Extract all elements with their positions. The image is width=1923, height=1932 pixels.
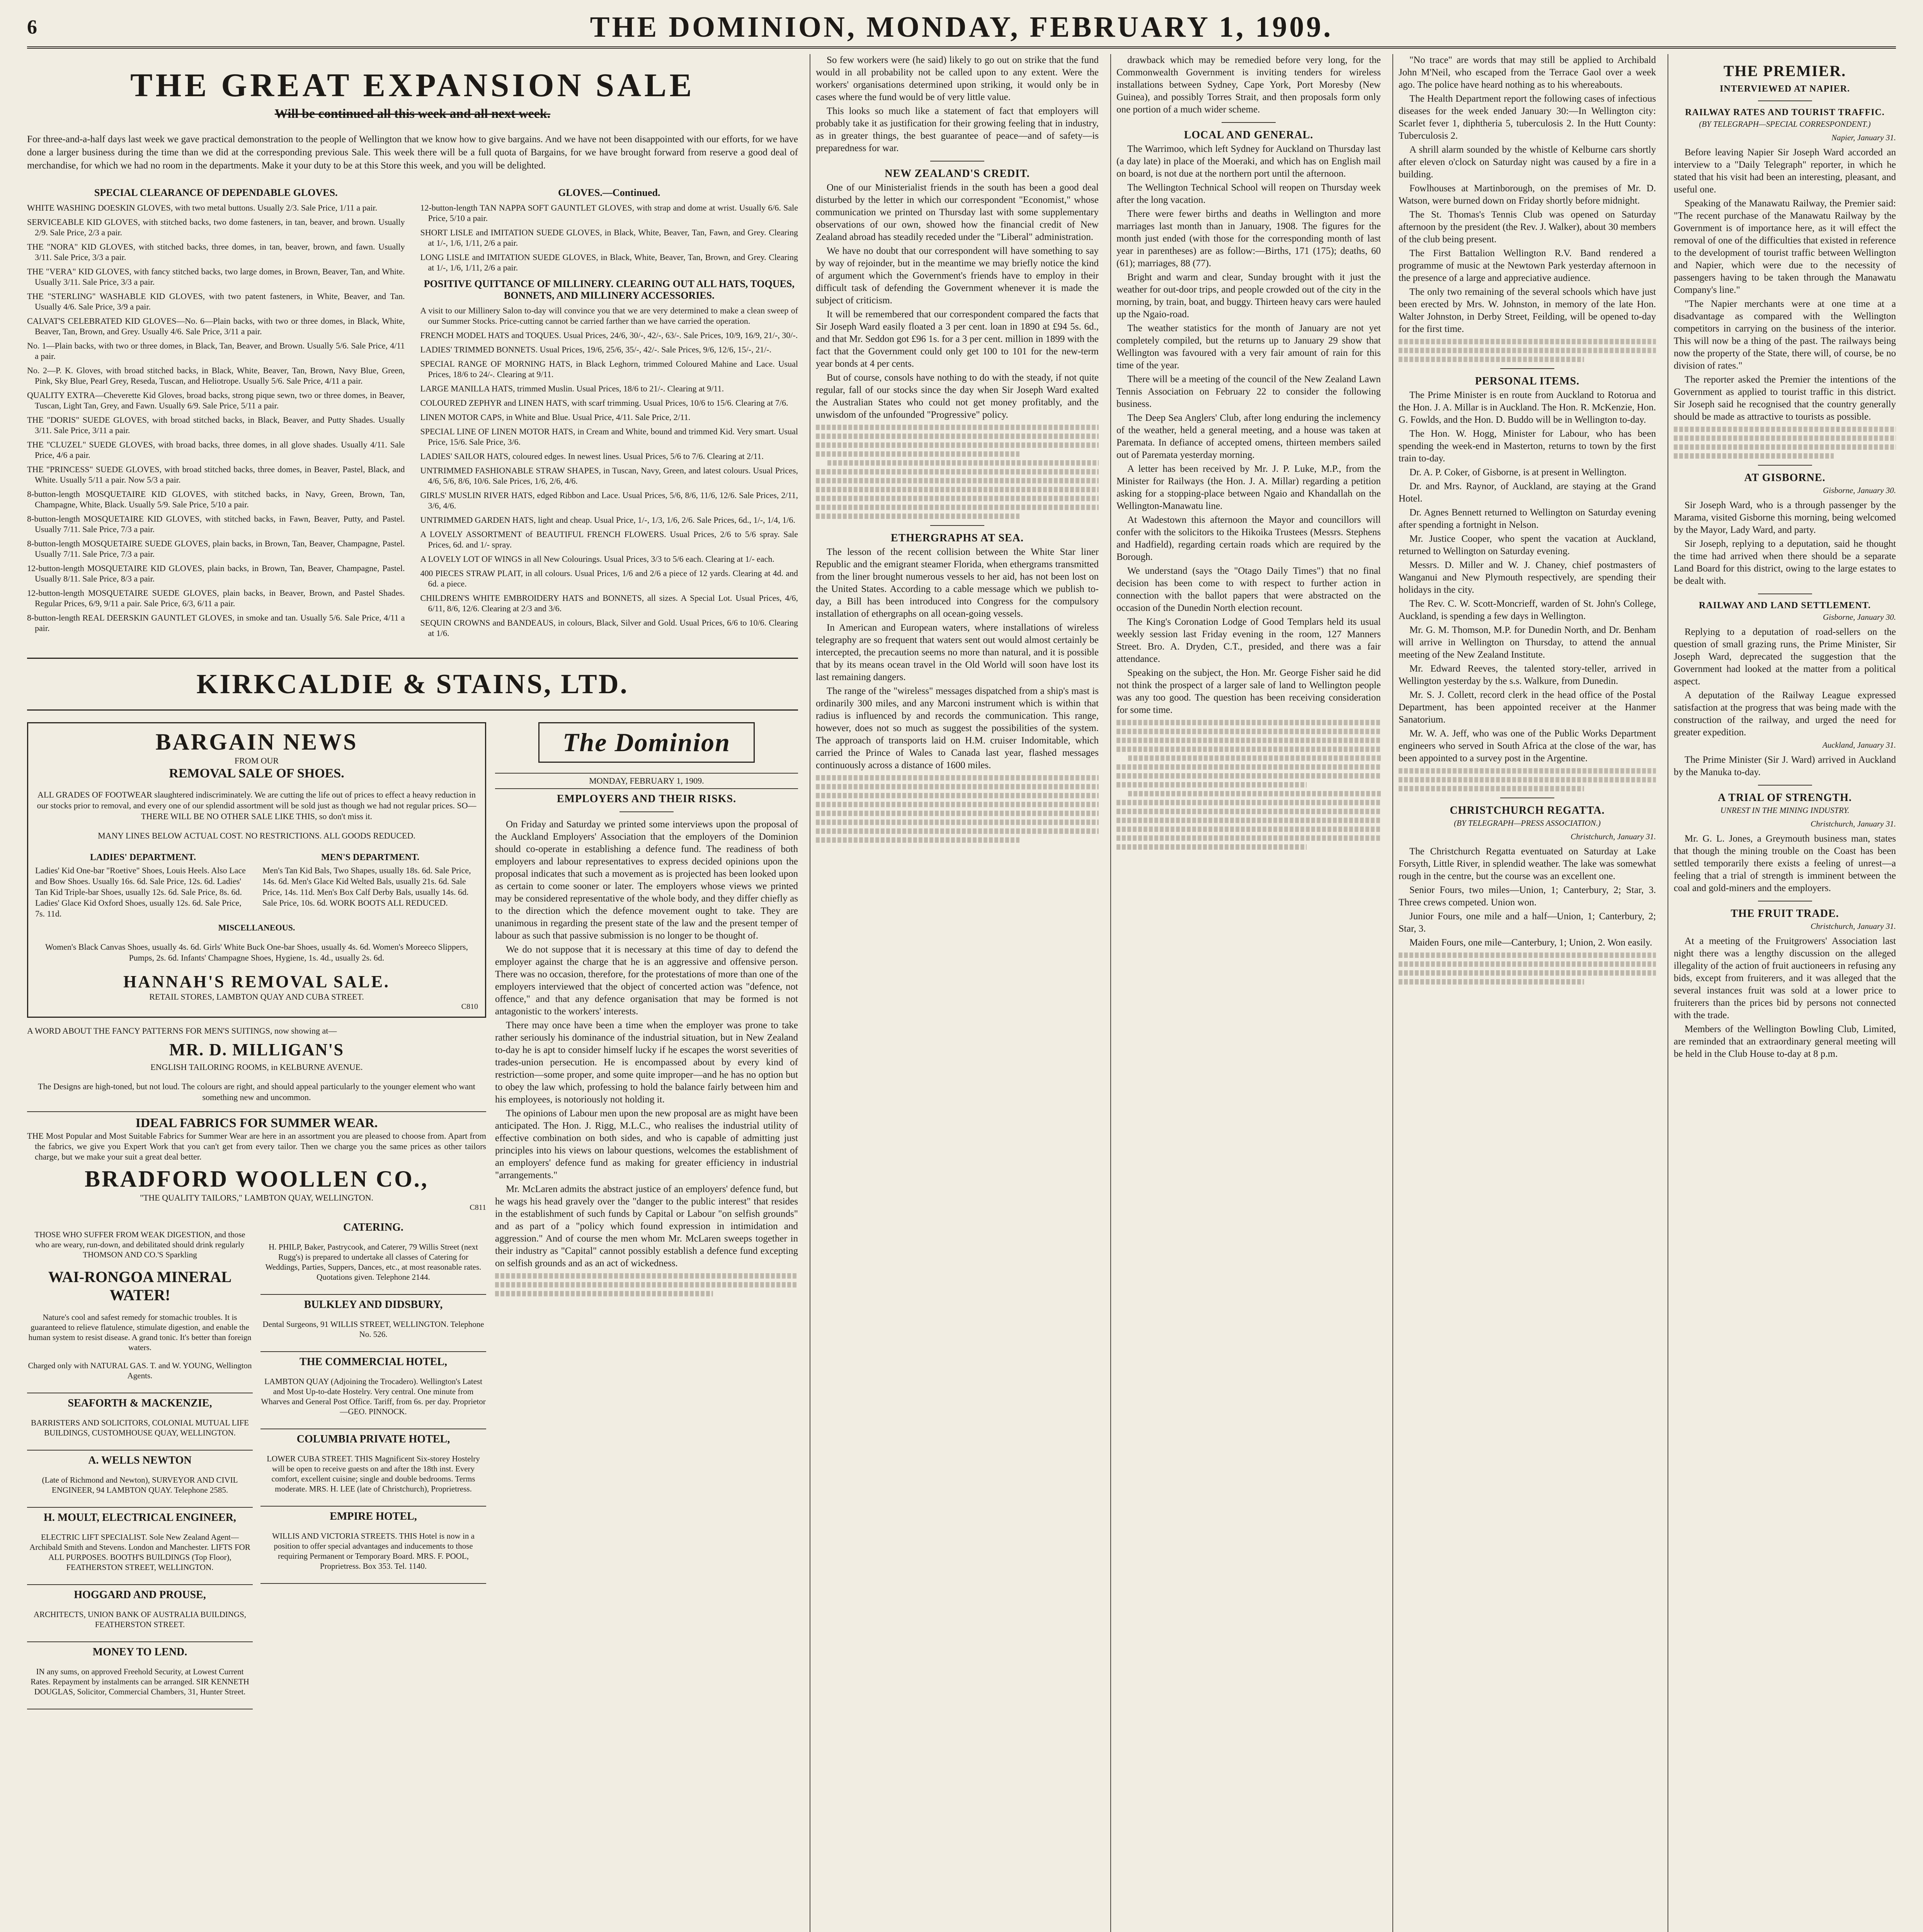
- fruit-place: Christchurch, January 31.: [1811, 922, 1896, 931]
- waiorongoa-agent: Charged only with NATURAL GAS. T. and W. YOUNG, Wellington Agents.: [28, 1361, 252, 1380]
- professional-ad: [27, 1642, 253, 1709]
- gloves-continued-heading: GLOVES.—Continued.: [558, 187, 660, 198]
- news-item: The St. Thomas's Tennis Club was opened on Saturday afternoon by the president (the Rev. J. Walker), about 30 members of the club being present.: [1399, 209, 1656, 245]
- local-title: LOCAL AND GENERAL.: [1184, 129, 1314, 141]
- news-item: A shrill alarm sounded by the whistle of Kelburne cars shortly after eleven o'clock on Saturday night was caused by a fire in a building.: [1399, 145, 1656, 180]
- credit-paragraph: One of our Ministerialist friends in the south has been a good deal disturbed by the letter in which our correspondent "Economist," whose communication we printed on Thursday last with some supplementary observations of our own, showed how the financial credit of New Zealand abroad has steadily receded under the "Liberal" administration.: [816, 182, 1099, 242]
- page-number: 6: [27, 16, 37, 38]
- ethergraphs-body: [816, 546, 1099, 772]
- personal-item: Mr. W. A. Jeff, who was one of the Public Works Department engineers who served in South Africa at the close of the war, has been appointed to a survey post in the Argentine.: [1399, 728, 1656, 764]
- column-premier: [1668, 54, 1896, 1932]
- millinery-item: CHILDREN'S WHITE EMBROIDERY HATS and BONNETS, all sizes. A Special Lot. Usual Prices, 4/6, 6/11, 8/6, 12/6. Clearing at 2/3 and 3/6.: [420, 593, 798, 613]
- millinery-item: UNTRIMMED FASHIONABLE STRAW SHAPES, in Tuscan, Navy, Green, and latest colours. Usual Prices, 4/6, 5/6, 8/6, 10/6. Sale Prices, 1/6, 2/6, 4/6.: [420, 466, 798, 486]
- mens-heading: MEN'S DEPARTMENT.: [321, 852, 420, 862]
- misc-heading: MISCELLANEOUS.: [218, 923, 295, 932]
- gloves-column: [27, 182, 405, 642]
- professional-ad: [27, 1585, 253, 1642]
- professional-ad-text: IN any sums, on approved Freehold Security, at Lowest Current Rates. Repayment by instalments can be arranged. SIR KENNETH DOUGLAS, Solicitor, Commercial Chambers, 31, Hunter Street.: [31, 1667, 249, 1696]
- hotel-ad-text: WILLIS AND VICTORIA STREETS. THIS Hotel is now in a position to offer special advantages and inducements to those requiring Permanent or Temporary Board. MRS. F. POOL, Proprietress. Box 353. Tel. 1140.: [272, 1531, 475, 1571]
- gisborne-paragraph: Sir Joseph Ward, who is a through passenger by the Marama, visited Gisborne this morning, being welcomed by the Mayor, Lady Ward, and party.: [1674, 500, 1896, 535]
- millinery-column: [420, 182, 798, 642]
- milligan-sub: ENGLISH TAILORING ROOMS, in KELBURNE AVENUE.: [150, 1062, 363, 1072]
- ladies-dept: [35, 850, 251, 919]
- ladies-heading: LADIES' DEPARTMENT.: [90, 852, 196, 862]
- millinery-intro: A visit to our Millinery Salon to-day will convince you that we are very determined to make a clean sweep of our Summer Stocks. Price-cutting cannot be carried farther than we have carried the operation.: [420, 306, 798, 326]
- local-item: Speaking on the subject, the Hon. Mr. George Fisher said he did not think the prospect of a larger sale of land to Wellington people was any too good. The question has been receiving consideration for some time.: [1116, 668, 1381, 715]
- mens-text: Men's Tan Kid Bals, Two Shapes, usually 18s. 6d. Sale Price, 14s. 6d. Men's Glace Kid Welted Bals, usually 21s. 6d. Sale Price, 14s. 11d. Men's Box Calf Derby Bals, usually 14s. 6d. Sale Price, 10s. 6d. WORK BOOTS ALL REDUCED.: [262, 866, 471, 908]
- strength-place: Christchurch, January 31.: [1811, 819, 1896, 828]
- local-item: The Deep Sea Anglers' Club, after long enduring the inclemency of the weather, held a general meeting, and a house was taken at Paremata. In defiance of accepted omens, thirteen members sailed out of Paremata yesterday morning.: [1116, 413, 1381, 460]
- sale-item: WHITE WASHING DOESKIN GLOVES, with two metal buttons. Usually 2/3. Sale Price, 1/11 a pair.: [27, 203, 378, 213]
- regatta-item: Senior Fours, two miles—Union, 1; Canterbury, 2; Star, 3. Three crews competed. Union won.: [1399, 885, 1656, 908]
- bargain-headline: REMOVAL SALE OF SHOES.: [169, 766, 344, 781]
- milligan-name: MR. D. MILLIGAN'S: [169, 1040, 344, 1059]
- hotel-ad-name: CATERING.: [343, 1221, 403, 1233]
- rail-title: RAILWAY AND LAND SETTLEMENT.: [1699, 600, 1871, 611]
- hotel-ad: [260, 1295, 486, 1352]
- strength-sub: UNREST IN THE MINING INDUSTRY.: [1720, 806, 1850, 815]
- bradford-blurb: THE Most Popular and Most Suitable Fabrics for Summer Wear are here in an assortment you are pleased to choose from. Apart from the fabrics, we give you Expert Work that you can't get from every tailor. Then we charge you the same prices as other tailors charge, but we make your suit a great deal better.: [27, 1131, 486, 1162]
- sale-title: THE GREAT EXPANSION SALE: [130, 66, 695, 104]
- professional-ad-text: (Late of Richmond and Newton), SURVEYOR AND CIVIL ENGINEER, 94 LAMBTON QUAY. Telephone 2585.: [42, 1475, 238, 1495]
- regatta-title: CHRISTCHURCH REGATTA.: [1450, 804, 1605, 816]
- personal-item: Mr. S. J. Collett, record clerk in the head office of the Postal Department, has been appointed receiver at the Hanmer Sanatorium.: [1399, 690, 1656, 725]
- local-item: There were fewer births and deaths in Wellington and more marriages last month than in January, 1908. The figures for the month just ended (with those for the corresponding month of last year in parentheses) are as follow:—Births, 171 (175); deaths, 60 (61); marriages, 88 (77).: [1116, 209, 1381, 269]
- gisborne-body: [1674, 499, 1896, 587]
- local-item: The Warrimoo, which left Sydney for Auckland on Thursday last (a day late) in place of the Moeraki, and which has on English mail on board, is not due at the northern port until the afternoon.: [1116, 144, 1381, 179]
- sale-item: THE "PRINCESS" SUEDE GLOVES, with broad stitched backs, three domes, in Beaver, Pastel, Black, and White. Usually 5/11 a pair. Now 5/3 a pair.: [27, 464, 405, 485]
- bargain-blurb: ALL GRADES OF FOOTWEAR slaughtered indiscriminately. We are cutting the life out of prices to effect a heavy reduction in our stocks prior to removal, and every one of our splendid assortment will be sold just as though we had not regular prices. SO—THERE WILL BE NO OTHER SALE LIKE THIS, so don't miss it.: [37, 790, 476, 821]
- mens-dept: [262, 850, 478, 919]
- ethergraphs-paragraph: In American and European waters, where installations of wireless telegraphy are so frequent that waters sent out would almost certainly be intercepted, the precaution seems no more than natural, and it is possible that by its means ocean travel in the Old World will soon have lost its last remaining dangers.: [816, 622, 1099, 682]
- millinery-list: [420, 330, 798, 638]
- sale-item: THE "NORA" KID GLOVES, with stitched backs, three domes, in tan, beaver, brown, and fawn. Usually 3/11. Sale Price, 3/3 a pair.: [27, 242, 405, 262]
- personal-item: Dr. A. P. Coker, of Gisborne, is at present in Wellington.: [1409, 467, 1627, 478]
- millinery-item: SEQUIN CROWNS and BANDEAUS, in colours, Black, Silver and Gold. Usual Prices, 6/6 to 10/6. Clearing at 1/6.: [420, 618, 798, 638]
- hotel-ad-name: EMPIRE HOTEL,: [330, 1510, 417, 1522]
- bradford-name: BRADFORD WOOLLEN CO.,: [85, 1166, 429, 1192]
- hannah-address: RETAIL STORES, LAMBTON QUAY AND CUBA STREET.: [149, 992, 364, 1002]
- credit-body: [816, 182, 1099, 421]
- regatta-place: Christchurch, January 31.: [1571, 832, 1656, 841]
- personal-item: Mr. Justice Cooper, who spent the vacation at Auckland, returned to Wellington on Saturday evening.: [1399, 534, 1656, 556]
- hotel-ad-text: H. PHILP, Baker, Pastrycook, and Caterer, 79 Willis Street (next Rugg's) is prepared to undertake all classes of Catering for Weddings, Parties, Suppers, Dances, etc., at most reasonable rates. Quotations given. Telephone 2144.: [265, 1242, 482, 1282]
- editorial-paragraph: Mr. McLaren admits the abstract justice of an employers' defence fund, but he wags his head gravely over the "danger to the public interest" that resides in the establishment of such funds by Capital or Labour "on selfish grounds" and as part of a "policy which found expression in intimidation and aggression." And of course the men whom Mr. McLaren sweeps together in their industry as "Capital" cannot possibly establish a defence fund excepting on selfish grounds and as an act of wickedness.: [495, 1184, 798, 1269]
- rail-body: [1674, 626, 1896, 739]
- regatta-body: [1399, 845, 1656, 949]
- premier-paragraph: Before leaving Napier Sir Joseph Ward accorded an interview to a "Daily Telegraph" reporter, in which he stated that his visit had been an interesting, pleasant, and useful one.: [1674, 147, 1896, 195]
- personal-item: Dr. Agnes Bennett returned to Wellington on Saturday evening after spending a fortnight in Nelson.: [1399, 507, 1656, 530]
- gloves-list: [27, 202, 405, 633]
- hotel-ad: [260, 1507, 486, 1584]
- waiorongoa-name: WAI-RONGOA MINERAL WATER!: [48, 1268, 232, 1304]
- credit-paragraph: We have no doubt that our correspondent will have something to say by way of rejoinder, but in the meantime we may briefly notice the kind of argument which the Government's friends have to employ in their difficult task of defending the Government whenever it is made the subject of criticism.: [816, 246, 1099, 306]
- sale-item: 8-button-length MOSQUETAIRE SUEDE GLOVES, plain backs, in Brown, Tan, Beaver, Champagne, Pastel. Usually 7/11. Sale Price, 7/3 a pair.: [27, 539, 405, 559]
- news-item: The First Battalion Wellington R.V. Band rendered a programme of music at the Newtown Park yesterday afternoon in the presence of a large and appreciative audience.: [1399, 248, 1656, 283]
- millinery-item: FRENCH MODEL HATS and TOQUES. Usual Prices, 24/6, 30/-, 42/-, 63/-. Sale Prices, 10/9, 16/9, 21/-, 30/-.: [420, 330, 798, 340]
- professional-ad: [27, 1393, 253, 1451]
- sale-item: THE "VERA" KID GLOVES, with fancy stitched backs, two large domes, in Brown, Beaver, Tan, and White. Usually 3/11. Sale Price, 3/3 a pair.: [27, 267, 405, 287]
- sale-intro: For three-and-a-half days last week we gave practical demonstration to the people of Wellington that we know how to give bargains. And we have not been disappointed with our efforts, for we have done a larger business during the time than we did at the corresponding previous Sale. This week there will be a full quota of Bargains, for we have brought forward from reserve a good deal of merchandise, for which we had no room in the departments. Make it your duty to be at this Store this week, and you will be delighted.: [27, 134, 798, 171]
- gloves-continued-list: [420, 202, 798, 273]
- personal-item: Mr. Edward Reeves, the talented story-teller, arrived in Wellington yesterday by the s.s. Walkure, from Dunedin.: [1399, 663, 1656, 686]
- credit-paragraph: But of course, consols have nothing to do with the steady, if not quite regular, fall of our stocks since the day when Sir Joseph Ward exalted the Australian States who could not get money profitably, and the unwisdom of the unfounded "Progressive" policy.: [816, 372, 1099, 420]
- premier-paragraph: Speaking of the Manawatu Railway, the Premier said: "The recent purchase of the Manawatu Railway by the Government is of importance here, as it will effect the removal of one of the difficulties that existed in reference to the development of tourist traffic between Wellington and Napier, which were due to the necessity of passengers having to be taken through the Manawatu Company's line.": [1674, 198, 1896, 295]
- newspaper-title: THE DOMINION, MONDAY, FEBRUARY 1, 1909.: [590, 10, 1333, 43]
- millinery-item: SPECIAL RANGE OF MORNING HATS, in Black Leghorn, trimmed Coloured Mahine and Lace. Usual Prices, 18/6 to 24/-. Clearing at 9/11.: [420, 359, 798, 379]
- bradford-heading: IDEAL FABRICS FOR SUMMER WEAR.: [27, 1111, 486, 1131]
- masthead: [27, 8, 1896, 49]
- column-personal: [1392, 54, 1656, 1932]
- personal-item: The Prime Minister is en route from Auckland to Rotorua and the Hon. J. A. Millar is in Auckland. The Hon. R. McKenzie, Hon. G. Fowlds, and the Hon. D. Buddo will be in Wellington to-day.: [1399, 390, 1656, 425]
- ad-code: C810: [461, 1002, 478, 1011]
- column-credit: [810, 54, 1099, 1932]
- hotel-ad-name: COLUMBIA PRIVATE HOTEL,: [296, 1433, 450, 1445]
- rail-paragraph: A deputation of the Railway League expressed satisfaction at the progress that was being made with the construction of the railway, and urged the need for greater expedition.: [1674, 690, 1896, 738]
- millinery-item: SPECIAL LINE OF LINEN MOTOR HATS, in Cream and White, bound and trimmed Kid. Very smart. Usual Price, 15/6. Sale Price, 3/6.: [420, 427, 798, 447]
- col5-lead: "No trace" are words that may still be applied to Archibald John M'Neil, who escaped from the Terrace Gaol over a week ago. The police have heard nothing as to his whereabouts.: [1399, 55, 1656, 90]
- hotel-ad-name: THE COMMERCIAL HOTEL,: [300, 1356, 447, 1368]
- premier-body: [1674, 146, 1896, 423]
- millinery-heading: POSITIVE QUITTANCE OF MILLINERY. CLEARING OUT ALL HATS, TOQUES, BONNETS, AND MILLINERY ACCESSORIES.: [424, 278, 795, 301]
- personal-title: PERSONAL ITEMS.: [1475, 375, 1580, 387]
- lower-ads: [27, 722, 486, 1709]
- professional-ad-name: MONEY TO LEND.: [92, 1646, 187, 1658]
- local-item: The Wellington Technical School will reopen on Thursday week after the long vacation.: [1116, 182, 1381, 205]
- premier-by: (BY TELEGRAPH—SPECIAL CORRESPONDENT.): [1699, 119, 1871, 129]
- credit-title: NEW ZEALAND'S CREDIT.: [885, 168, 1030, 180]
- auckland-place: Auckland, January 31.: [1822, 740, 1896, 750]
- gisborne-place: Gisborne, January 30.: [1823, 486, 1896, 495]
- bradford-code: C811: [470, 1203, 486, 1212]
- news-item: The only two remaining of the several schools which have just been erected by Mrs. W. Johnston, in memory of the late Hon. Walter Johnston, in Derby Street, Feilding, will be opened to-day for the first time.: [1399, 287, 1656, 334]
- waiorongoa-blurb: Nature's cool and safest remedy for stomachic troubles. It is guaranteed to relieve flatulence, stimulate digestion, and enable the human system to resist disease. A grand tonic. It's better than foreign waters.: [28, 1313, 252, 1352]
- fruit-paragraph: At a meeting of the Fruitgrowers' Association last night there was a lengthy discussion on the alleged illegality of the action of fruit auctioneers in refusing any bids, except from fruiterers, and it was alleged that the several instances fruit was sold at a lower price to fruiterers than the prices bid by persons not connected with the trade.: [1674, 936, 1896, 1020]
- hotel-ad: [260, 1352, 486, 1429]
- credit-paragraph: It will be remembered that our correspondent compared the facts that Sir Joseph Ward easily floated a 3 per cent. loan in 1890 at £94 5s. 6d., and that Mr. Seddon got £96 1s. for a 3 per cent. million in 1899 with the fact that the Government could only get 100 to 101 for the new-term year bonds at 4 per cents.: [816, 309, 1099, 369]
- sale-item: LONG LISLE and IMITATION SUEDE GLOVES, in Black, White, Beaver, Tan, Brown, and Grey. Clearing at 1/-, 1/6, 1/11, 2/6 a pair.: [420, 252, 798, 272]
- column-local: [1110, 54, 1381, 1932]
- editorial-paragraph: There may once have been a time when the employer was prone to take rather seriously his dominance of the industrial situation, but in New Zealand to-day he is apt to consider himself lucky if he escapes the worst severities of trades-union persecution. He is encompassed about by every kind of restriction—some proper, and some quite improper—and he has no option but to obey the law which, professing to hold the balance fairly between him and his employees, is notoriously not holding it.: [495, 1020, 798, 1105]
- personal-item: Dr. and Mrs. Raynor, of Auckland, are staying at the Grand Hotel.: [1399, 481, 1656, 504]
- firm-name: KIRKCALDIE & STAINS, LTD.: [27, 658, 798, 711]
- professional-ad-text: ARCHITECTS, UNION BANK OF AUSTRALIA BUILDINGS, FEATHERSTON STREET.: [33, 1610, 247, 1629]
- editorial-paragraph: We do not suppose that it is necessary at this time of day to defend the employer against the charge that he is an aggressive and offensive person. There was no occasion, therefore, for the protestations of more than one of the employers interviewed that the object of concerted action was "defence, not offence," and that any defence organisation that may be formed is not antagonistic to the workers' interests.: [495, 944, 798, 1017]
- professional-ad-name: HOGGARD AND PROUSE,: [74, 1589, 206, 1601]
- millinery-item: UNTRIMMED GARDEN HATS, light and cheap. Usual Price, 1/-, 1/3, 1/6, 2/6. Sale Prices, 6d., 1/-, 1/4, 1/6.: [420, 515, 795, 525]
- local-item: We understand (says the "Otago Daily Times") that no final decision has been come to with respect to further action in connection with the ballot papers that were abstracted on the occasion of the Dunedin North election recount.: [1116, 566, 1381, 613]
- hotel-ad-text: LAMBTON QUAY (Adjoining the Trocadero). Wellington's Latest and Most Up-to-date Hostelry. Very central. One minute from Wharves and General Post Office. Tariff, from 6s. per day. Proprietor—GEO. PINNOCK.: [261, 1377, 486, 1416]
- millinery-item: GIRLS' MUSLIN RIVER HATS, edged Ribbon and Lace. Usual Prices, 5/6, 8/6, 11/6, 12/6. Sale Prices, 2/11, 3/6, 4/6.: [420, 490, 798, 510]
- professional-ad-text: ELECTRIC LIFT SPECIALIST. Sole New Zealand Agent—Archibald Smith and Stevens. London and Manchester. LIFTS FOR ALL PURPOSES. BOOTH'S BUILDINGS (Top Floor), FEATHERSTON STREET, WELLINGTON.: [29, 1532, 250, 1572]
- gisborne-title: AT GISBORNE.: [1744, 472, 1826, 484]
- bargain-news-ad: [27, 722, 486, 1018]
- regatta-item: Maiden Fours, one mile—Canterbury, 1; Union, 2. Won easily.: [1409, 937, 1652, 948]
- sale-subtitle: Will be continued all this week and all next week.: [274, 107, 551, 121]
- premier-sub: INTERVIEWED AT NAPIER.: [1720, 84, 1850, 94]
- sale-item: 12-button-length TAN NAPPA SOFT GAUNTLET GLOVES, with strap and dome at wrist. Usually 6/6. Sale Price, 5/10 a pair.: [420, 203, 798, 223]
- professional-ad: [27, 1451, 253, 1508]
- millinery-item: LINEN MOTOR CAPS, in White and Blue. Usual Price, 4/11. Sale Price, 2/11.: [420, 412, 691, 422]
- professional-ad-name: SEAFORTH & MACKENZIE,: [68, 1397, 212, 1409]
- bradford-sub: "THE QUALITY TAILORS," LAMBTON QUAY, WELLINGTON.: [140, 1193, 374, 1202]
- hotel-ad-name: BULKLEY AND DIDSBURY,: [304, 1299, 443, 1311]
- millinery-item: LADIES' SAILOR HATS, coloured edges. In newest lines. Usual Prices, 5/6 to 7/6. Clearing at 2/11.: [420, 451, 764, 461]
- ethergraphs-title: ETHERGRAPHS AT SEA.: [891, 532, 1024, 544]
- misc-text: Women's Black Canvas Shoes, usually 4s. 6d. Girls' White Buck One-bar Shoes, usually 4s. 6d. Women's Moreeco Slippers, Pumps, 2s. 6d. Infants' Champagne Shoes, Hygiene, 1s. 4d., usually 2s. 6d.: [45, 942, 468, 963]
- personal-item: Mr. G. M. Thomson, M.P. for Dunedin North, and Dr. Benham will arrive in Wellington on Thursday, to attend the annual meeting of the New Zealand Institute.: [1399, 625, 1656, 660]
- editorial-paragraph: On Friday and Saturday we printed some interviews upon the proposal of the Auckland Employers' Association that the employers of the Dominion should co-operate in establishing a defence fund. The readiness of both employers and labour representatives to express decided opinions upon the proposal indicates that such a movement as is projected has been looked upon as certain to come sooner or later. The employers whose views we printed may be considered representative of the whole body, and they differ chiefly as to the direction which the defence movement ought to take. They are unanimous in regarding the present state of the law and the present temper of labour as such that passive submission is no longer to be thought of.: [495, 819, 798, 941]
- editorial-column: [495, 722, 798, 1709]
- strength-text: Mr. G. L. Jones, a Greymouth business man, states that though the mining trouble on the Coast has been settled temporarily there exists a feeling of unrest—a feeling that a trial of strength is imminent between the coal and gold-miners and the employers.: [1674, 833, 1896, 893]
- millinery-item: A LOVELY ASSORTMENT of BEAUTIFUL FRENCH FLOWERS. Usual Prices, 2/6 to 5/6 spray. Sale Prices, 6d. and 1/- spray.: [420, 529, 798, 549]
- regatta-item: Junior Fours, one mile and a half—Union, 1; Canterbury, 2; Star, 3.: [1399, 911, 1656, 934]
- sale-item: 8-button-length MOSQUETAIRE KID GLOVES, with stitched backs, in Fawn, Beaver, Putty, and Pastel. Usually 7/11. Sale Price, 7/3 a pair.: [27, 514, 405, 534]
- fruit-title: THE FRUIT TRADE.: [1731, 908, 1839, 920]
- sale-item: 8-button-length MOSQUETAIRE KID GLOVES, with stitched backs, in Navy, Green, Brown, Tan, Champagne, White, Black. Usually 5/9. Sale Price, 5/10 a pair.: [27, 489, 405, 509]
- sale-item: 12-button-length MOSQUETAIRE SUEDE GLOVES, plain backs, in Beaver, Brown, and Pastel Shades. Regular Prices, 6/9, 9/11 a pair. Sale Price, 6/3, 6/11 a pair.: [27, 588, 405, 608]
- local-item: The weather statistics for the month of January are not yet completely compiled, but the returns up to January 29 show that Wellington was favoured with a very fair amount of rain for this time of the year.: [1116, 323, 1381, 371]
- news-item: Fowlhouses at Martinborough, on the premises of Mr. D. Watson, were burned down on Friday shortly before midnight.: [1399, 183, 1656, 206]
- premier-paragraph: "The Napier merchants were at one time at a disadvantage as compared with the Wellington competitors in carrying on the business of the interior. This will now be a thing of the past. The railways being now the property of the State, there will, of course, be no division of rates.": [1674, 299, 1896, 371]
- editorial-paragraph: The opinions of Labour men upon the new proposal are as might have been anticipated. The Hon. J. Rigg, M.L.C., who realises the industrial utility of effective combination on both sides, and who is capable of admitting just principles into his views on labour questions, welcomes the establishment of an employers' defence fund as making for greater efficiency in industrial "arrangements.": [495, 1108, 798, 1180]
- personal-body: [1399, 389, 1656, 765]
- hannah-name: HANNAH'S REMOVAL SALE.: [123, 972, 390, 991]
- sale-item: QUALITY EXTRA—Cheverette Kid Gloves, broad backs, strong pique sewn, two or three domes, in Beaver, Tuscan, Light Tan, Grey, and Fawn. Usually 6/9. Sale Price, 5/11 a pair.: [27, 390, 405, 410]
- sale-item: CALVAT'S CELEBRATED KID GLOVES—No. 6—Plain backs, with two or three domes, in Black, White, Beaver, Tan, Brown, and Grey. Usually 4/6. Sale Price, 3/11 a pair.: [27, 316, 405, 336]
- premier-paragraph: The reporter asked the Premier the intentions of the Government as applied to tourist traffic in this district. Sir Joseph said he recognised that the country generally should be made as attractive to tourists as possible.: [1674, 374, 1896, 422]
- hotel-ad: [260, 1218, 486, 1295]
- editorial-body: [495, 818, 798, 1270]
- local-item: A letter has been received by Mr. J. P. Luke, M.P., from the Minister for Railways (the Hon. J. A. Millar) regarding a petition asking for a stopping-place between Ngaio and Khandallah on the Wellington-Manawatu line.: [1116, 464, 1381, 511]
- sale-item: THE "DORIS" SUEDE GLOVES, with broad stitched backs, in Black, Beaver, and Putty Shades. Usually 3/11. Sale Price, 3/11 a pair.: [27, 415, 405, 435]
- regatta-item: The Christchurch Regatta eventuated on Saturday at Lake Forsyth, Little River, in splendid weather. The lake was somewhat rough in the centre, but the course was an excellent one.: [1399, 846, 1656, 881]
- local-lead: drawback which may be remedied before very long, for the Commonwealth Government is inviting tenders for wireless installations between Sydney, Cape York, Port Moresby (New Guinea), and possibly Torres Strait, and then proposals form only one portion of a much wider scheme.: [1116, 55, 1381, 115]
- editorial-title: EMPLOYERS AND THEIR RISKS.: [556, 793, 737, 805]
- rail-paragraph: Replying to a deputation of road-sellers on the question of small grazing runs, the Prime Minister, Sir Joseph Ward, deprecated the suggestion that the Government had looked at the matter from a political aspect.: [1674, 627, 1896, 687]
- regatta-by: (BY TELEGRAPH—PRESS ASSOCIATION.): [1454, 818, 1601, 828]
- bargain-note: MANY LINES BELOW ACTUAL COST. NO RESTRICTIONS. ALL GOODS REDUCED.: [98, 831, 415, 840]
- personal-item: The Rev. C. W. Scott-Moncrieff, warden of St. John's College, Auckland, is spending a few days in Wellington.: [1399, 599, 1656, 621]
- premier-h2: RAILWAY RATES AND TOURIST TRAFFIC.: [1685, 107, 1885, 117]
- local-item: The King's Coronation Lodge of Good Templars held its usual weekly session last Friday evening in the room, 127 Manners Street. Bro. A. Dryden, C.T., presided, and there was a fair attendance.: [1116, 617, 1381, 664]
- auckland-text: The Prime Minister (Sir J. Ward) arrived in Auckland by the Manuka to-day.: [1674, 755, 1896, 777]
- professional-ads: [27, 1393, 253, 1709]
- hotel-ad-text: Dental Surgeons, 91 WILLIS STREET, WELLINGTON. Telephone No. 526.: [262, 1320, 484, 1339]
- advert-area: [27, 54, 798, 1932]
- hotel-ad: [260, 1429, 486, 1507]
- dominion-logo: The Dominion: [538, 722, 755, 763]
- bargain-title: BARGAIN NEWS: [155, 729, 358, 755]
- millinery-item: 400 PIECES STRAW PLAIT, in all colours. Usual Prices, 1/6 and 2/6 a piece of 12 yards. Clearing at 4d. and 6d. a piece.: [420, 568, 798, 588]
- sale-item: SERVICEABLE KID GLOVES, with stitched backs, two dome fasteners, in tan, beaver, and brown. Usually 2/9. Sale Price, 2/3 a pair.: [27, 217, 405, 237]
- sale-item: THE "STERLING" WASHABLE KID GLOVES, with two patent fasteners, in White, Beaver, and Tan. Usually 4/6. Sale Price, 3/9 a pair.: [27, 291, 405, 311]
- local-item: There will be a meeting of the council of the New Zealand Lawn Tennis Association on February 22 to consider the following business.: [1116, 374, 1381, 409]
- sale-item: 12-button-length MOSQUETAIRE KID GLOVES, plain backs, in Brown, Tan, Beaver, Champagne, Pastel. Usually 8/11. Sale Price, 8/3 a pair.: [27, 563, 405, 583]
- hotel-ad-text: LOWER CUBA STREET. THIS Magnificent Six-storey Hostelry will be open to receive guests on and after the 18th inst. Every comfort, excellent cuisine; single and double bedrooms. Terms moderate. MRS. H. LEE (late of Christchurch), Proprietress.: [267, 1454, 480, 1493]
- personal-item: Messrs. D. Miller and W. J. Chaney, chief postmasters of Wanganui and New Plymouth respectively, are spending their holidays in the city.: [1399, 560, 1656, 595]
- ethergraphs-paragraph: The range of the "wireless" messages dispatched from a ship's mast is ordinarily 300 miles, and any Marconi instrument which is within that radius is influenced by and records the communication. This range, however, does not so much as suggest the possibilities of the system. The approach of transports laid on H.M. cruiser Indomitable, which carried the Prince of Wales to Canada last year, flashed messages continuously across a distance of 1600 miles.: [816, 686, 1099, 770]
- sale-item: THE "CLUZEL" SUEDE GLOVES, with broad backs, three domes, in all glove shades. Usually 4/11. Sale Price, 4/6 a pair.: [27, 440, 405, 460]
- sale-item: SHORT LISLE and IMITATION SUEDE GLOVES, in Black, White, Beaver, Tan, Fawn, and Grey. Clearing at 1/-, 1/6, 1/11, 2/6 a pair.: [420, 228, 798, 248]
- professional-ad-text: BARRISTERS AND SOLICITORS, COLONIAL MUTUAL LIFE BUILDINGS, CUSTOMHOUSE QUAY, WELLINGTON.: [31, 1418, 249, 1437]
- professional-ad-name: H. MOULT, ELECTRICAL ENGINEER,: [44, 1512, 236, 1524]
- rail-place: Gisborne, January 30.: [1823, 612, 1896, 622]
- premier-title: THE PREMIER.: [1723, 62, 1846, 80]
- sale-item: 8-button-length REAL DEERSKIN GAUNTLET GLOVES, in smoke and tan. Usually 5/6. Sale Price, 4/11 a pair.: [27, 613, 405, 633]
- personal-item: The Hon. W. Hogg, Minister for Labour, who has been spending the week-end in Masterton, returns to town by the first train to-day.: [1399, 429, 1656, 464]
- editorial-date: MONDAY, FEBRUARY 1, 1909.: [495, 773, 798, 789]
- col3-intro: So few workers were (he said) likely to go out on strike that the fund would in all probability not be called upon to any extent. Were the workers' organisations determined upon striking, it would only be in cases where the fund would be of very little value.: [816, 55, 1099, 102]
- ladies-text: Ladies' Kid One-bar "Roetive" Shoes, Louis Heels. Also Lace and Bow Shoes. Usually 16s. 6d. Sale Price, 12s. 6d. Ladies' Tan Kid Triple-bar Shoes, usually 12s. 6d. Sale Price, 8s. 6d. Ladies' Glace Kid Oxford Shoes, usually 12s. 6d. Sale Price, 7s. 11d.: [35, 866, 246, 918]
- milligan-note: The Designs are high-toned, but not loud. The colours are right, and should appeal particularly to the younger element who want something new and uncommon.: [38, 1082, 475, 1102]
- waiorongoa-ad: [27, 1218, 253, 1393]
- sale-item: No. 2—P. K. Gloves, with broad stitched backs, in Black, White, Beaver, Tan, Brown, Navy Blue, Green, Pink, Sky Blue, Pearl Grey, Reseda, Tuscan, and Heliotrope. Usually 5/6. Sale Price, 4/11 a pair.: [27, 366, 405, 386]
- millinery-item: LADIES' TRIMMED BONNETS. Usual Prices, 19/6, 25/6, 35/-, 42/-. Sale Prices, 9/6, 12/6, 15/-, 21/-.: [420, 345, 772, 354]
- milligan-lead: A WORD ABOUT THE FANCY PATTERNS FOR MEN'S SUITINGS, now showing at—: [27, 1026, 337, 1036]
- col3-intro2: This looks so much like a statement of fact that employers will probably take it as justification for their growing feeling that in industry, as in greater things, the best guarantee of peace—and of safety—is preparedness for war.: [816, 106, 1099, 153]
- left-small-ads: [27, 1218, 253, 1709]
- local-item: Bright and warm and clear, Sunday brought with it just the weather for out-door trips, and people crowded out of the city in the morning, by train, boat, and buggy. Thirteen heavy cars were hauled up the Ngaio-road.: [1116, 272, 1381, 320]
- fruit-paragraph: Members of the Wellington Bowling Club, Limited, are reminded that an extraordinary general meeting will be held in the Club House to-day at 8 p.m.: [1674, 1024, 1896, 1059]
- local-body: [1116, 143, 1381, 716]
- gloves-heading: SPECIAL CLEARANCE OF DEPENDABLE GLOVES.: [94, 187, 338, 198]
- news-item: The Health Department report the following cases of infectious diseases for the week ended January 30:—In Wellington city: Scarlet fever 1, diphtheria 5, tuberculosis 2. In the Hutt County: Tuberculosis 2.: [1399, 94, 1656, 141]
- sale-item: No. 1—Plain backs, with two or three domes, in Black, Tan, Beaver, and Brown. Usually 5/6. Sale Price, 4/11 a pair.: [27, 341, 405, 361]
- fruit-body: [1674, 935, 1896, 1060]
- bargain-from: FROM OUR: [234, 756, 279, 765]
- ethergraphs-paragraph: The lesson of the recent collision between the White Star liner Republic and the emigrant steamer Florida, when ethergrams transmitted from the liner brought numerous vessels to her aid, has not been lost on the United States. According to a cable message which we publish to-day, a Bill has been introduced into Congress for the compulsory installation of ethergraphs on all ocean-going vessels.: [816, 547, 1099, 619]
- premier-place: Napier, January 31.: [1831, 133, 1896, 142]
- professional-ad-name: A. WELLS NEWTON: [88, 1454, 192, 1466]
- millinery-item: A LOVELY LOT OF WINGS in all New Colourings. Usual Prices, 3/3 to 5/6 each. Clearing at 1/- each.: [420, 554, 774, 564]
- hotel-ads: [260, 1218, 486, 1709]
- professional-ad: [27, 1508, 253, 1585]
- local-item: At Wadestown this afternoon the Mayor and councillors will confer with the solicitors to the Hikoika Trustees (Messrs. Stephens and Hadfield), regarding certain roads which are required by the Borough.: [1116, 515, 1381, 562]
- gisborne-paragraph: Sir Joseph, replying to a deputation, said he thought the time had arrived when there should be a separate Land Board for this district, owing to the large estates to be dealt with.: [1674, 539, 1896, 586]
- millinery-item: LARGE MANILLA HATS, trimmed Muslin. Usual Prices, 18/6 to 21/-. Clearing at 9/11.: [420, 384, 724, 393]
- col5-items: [1399, 93, 1656, 335]
- strength-title: A TRIAL OF STRENGTH.: [1718, 792, 1852, 804]
- millinery-item: COLOURED ZEPHYR and LINEN HATS, with scarf trimming. Usual Prices, 10/6 to 15/6. Clearing at 7/6.: [420, 398, 788, 408]
- waiorongoa-lead: THOSE WHO SUFFER FROM WEAK DIGESTION, and those who are weary, run-down, and debilitated should drink regularly THOMSON AND CO.'S Sparkling: [34, 1230, 245, 1259]
